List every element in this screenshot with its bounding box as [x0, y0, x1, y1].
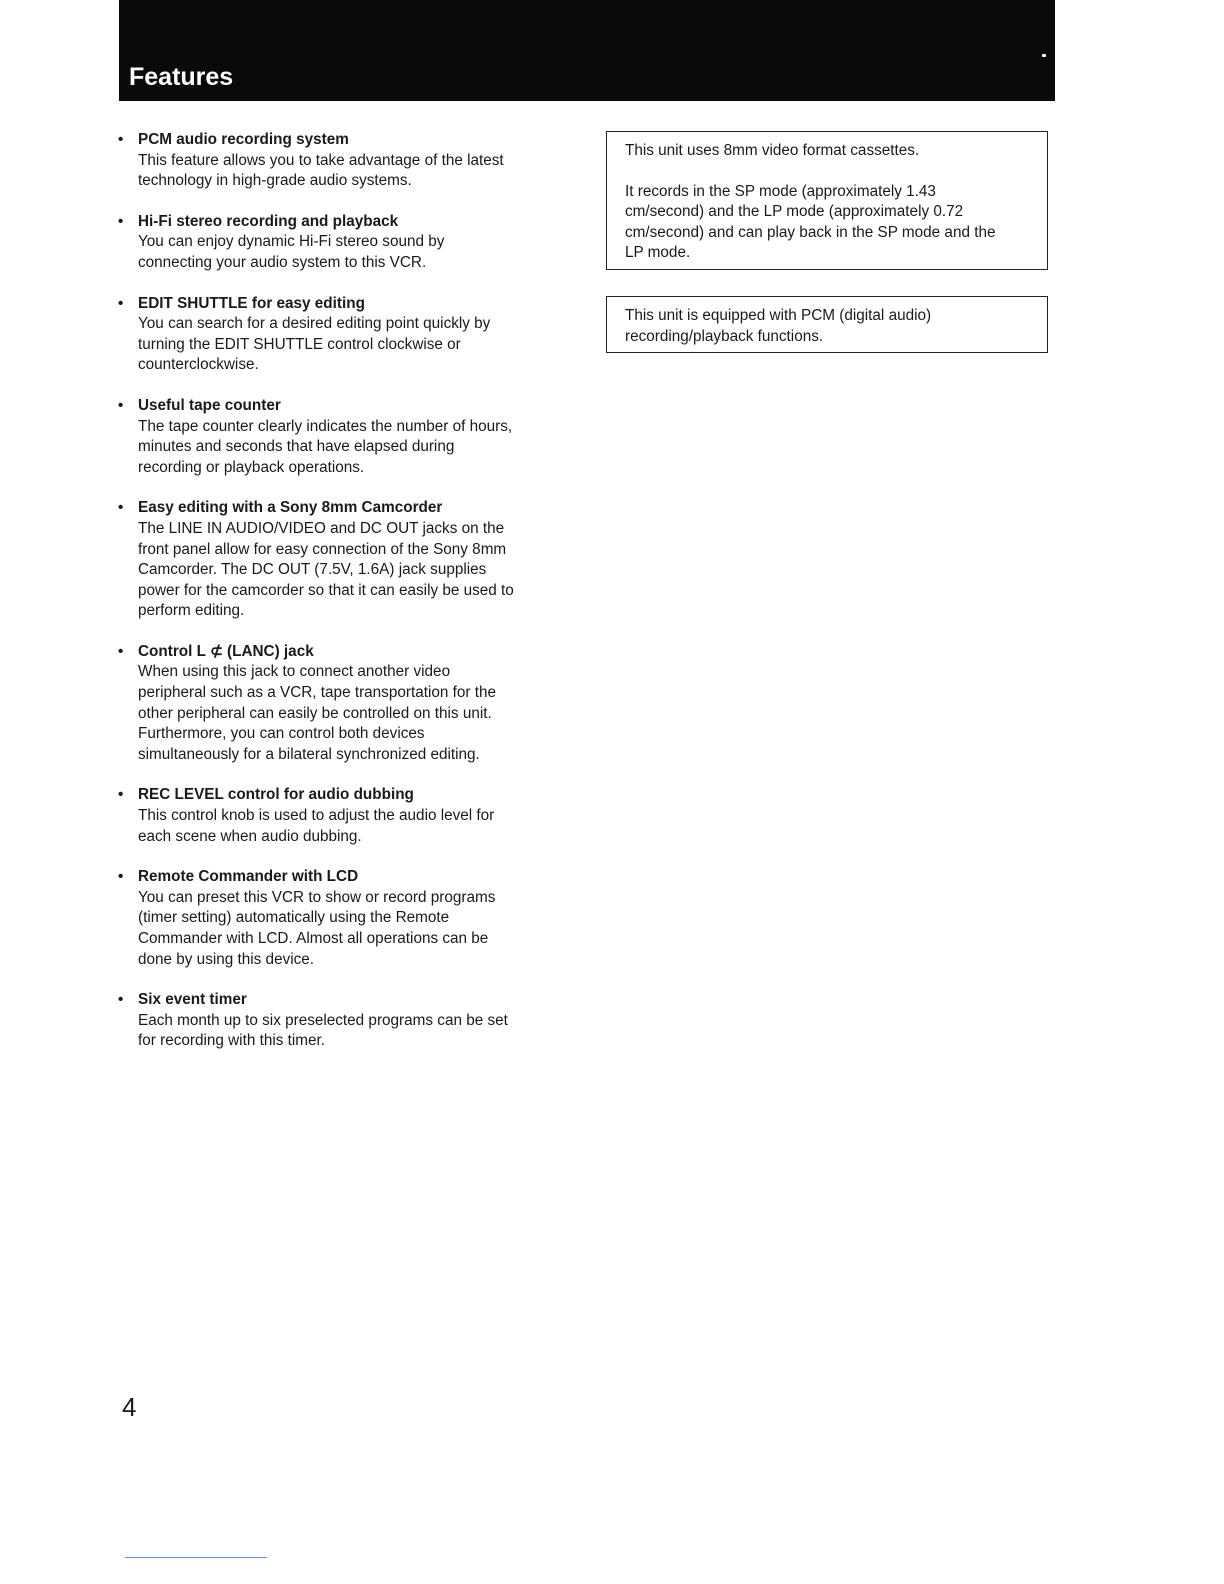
- bullet-icon: •: [118, 212, 124, 230]
- bullet-icon: •: [118, 131, 124, 148]
- bullet-icon: •: [118, 396, 124, 414]
- features-list: [118, 130, 578, 1072]
- feature-description: The LINE IN AUDIO/VIDEO and DC OUT jacks on the front panel allow for easy connection of the Sony 8mm Camcorder. The DC OUT (7.5V, 1.6A) jack supplies power for the camcorder so that it can easily be used to perform editing.: [138, 519, 514, 620]
- feature-description: You can preset this VCR to show or record programs (timer setting) automatically using the Remote Commander with LCD. Almost all operations can be done by using this device.: [138, 888, 496, 968]
- bullet-icon: •: [118, 499, 124, 517]
- feature-title: Hi-Fi stereo recording and playback: [138, 212, 399, 230]
- bullet-icon: •: [118, 294, 124, 312]
- feature-title: Easy editing with a Sony 8mm Camcorder: [138, 499, 443, 517]
- page-number: 4: [122, 1392, 137, 1422]
- feature-item: [118, 990, 578, 1052]
- bullet-icon: •: [118, 642, 124, 660]
- bottom-rule: [125, 1557, 267, 1558]
- bullet-icon: •: [118, 786, 124, 804]
- bullet-icon: •: [118, 868, 124, 886]
- feature-title: Six event timer: [138, 991, 247, 1009]
- header-band: [119, 0, 1055, 101]
- feature-title: REC LEVEL control for audio dubbing: [138, 786, 414, 804]
- feature-description: You can search for a desired editing point quickly by turning the EDIT SHUTTLE control clockwise or counterclockwise.: [138, 315, 491, 374]
- feature-item: [118, 396, 578, 478]
- feature-item: [118, 212, 578, 274]
- note-text: This unit is equipped with PCM (digital audio) recording/playback functions.: [625, 307, 932, 345]
- feature-item: [118, 294, 578, 376]
- feature-title: PCM audio recording system: [138, 131, 349, 148]
- note-box-cassette: [606, 131, 1048, 270]
- feature-description: You can enjoy dynamic Hi-Fi stereo sound by connecting your audio system to this VCR.: [138, 233, 445, 271]
- page-title: Features: [129, 63, 234, 91]
- note-text: It records in the SP mode (approximately 1.43 cm/second) and the LP mode (approximately 0.72 cm/second) and can play back in the SP mode and the LP mode.: [625, 182, 996, 262]
- feature-item: [118, 867, 578, 970]
- feature-title: Useful tape counter: [138, 396, 281, 414]
- note-box-pcm: [606, 296, 1048, 353]
- feature-description: The tape counter clearly indicates the number of hours, minutes and seconds that have elapsed during recording or playback operations.: [138, 417, 513, 476]
- feature-description: This feature allows you to take advantage of the latest technology in high-grade audio systems.: [138, 151, 504, 190]
- feature-description: This control knob is used to adjust the audio level for each scene when audio dubbing.: [138, 807, 495, 845]
- feature-description: Each month up to six preselected programs can be set for recording with this timer.: [138, 1011, 508, 1050]
- feature-item: [118, 642, 578, 766]
- feature-description: When using this jack to connect another video peripheral such as a VCR, tape transportation for the other peripheral can easily be controlled on this unit. Furthermore, you can control both devices simultaneously for a bilateral synchronized editing.: [138, 663, 496, 763]
- feature-item: [118, 785, 578, 847]
- feature-title: Remote Commander with LCD: [138, 868, 359, 886]
- feature-title: Control L ⊄ (LANC) jack: [138, 642, 314, 660]
- header-mark: [1042, 54, 1046, 57]
- feature-item: [118, 130, 578, 192]
- note-text: This unit uses 8mm video format cassettes.: [625, 142, 920, 159]
- feature-item: [118, 498, 578, 622]
- feature-title: EDIT SHUTTLE for easy editing: [138, 294, 365, 312]
- bullet-icon: •: [118, 991, 124, 1009]
